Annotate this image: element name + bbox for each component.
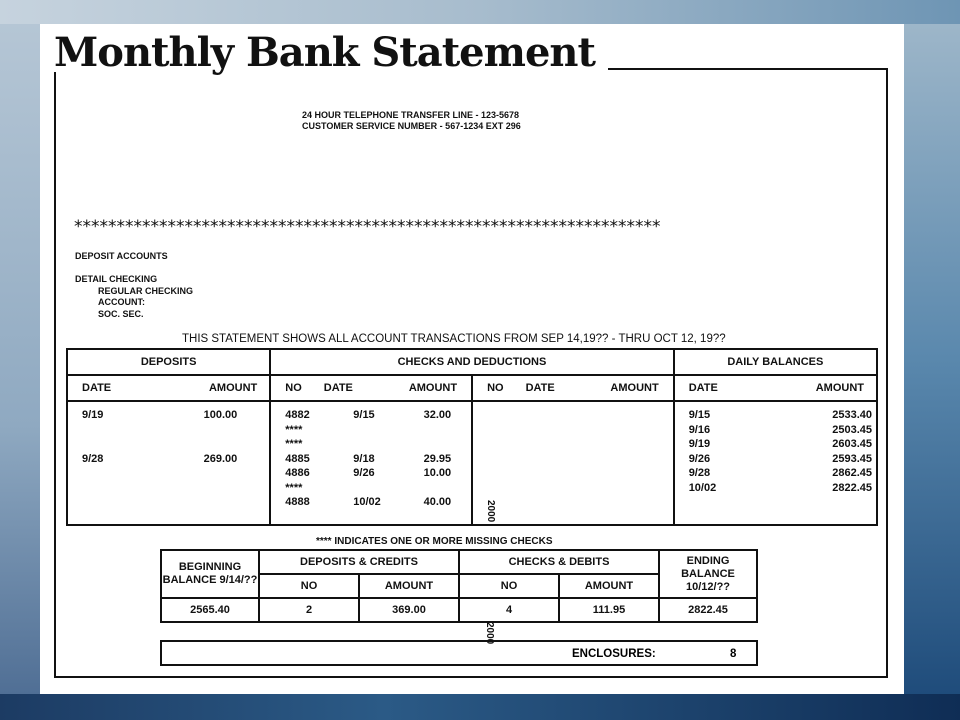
deposit-date — [82, 437, 103, 452]
col-date: DATE — [323, 382, 353, 394]
beginning-balance-label: BEGINNING BALANCE 9/14/?? — [161, 550, 259, 598]
check-date-empty — [353, 423, 403, 438]
deposits-amount: 369.00 — [359, 598, 459, 622]
col-amount: AMOUNT — [208, 382, 258, 394]
check-amount: 32.00 — [423, 409, 452, 421]
deposits-credits-header: DEPOSITS & CREDITS — [259, 550, 459, 574]
check-no: 4888 — [285, 496, 310, 508]
account-label: ACCOUNT: — [98, 297, 145, 307]
col-date: DATE — [688, 382, 718, 394]
check-amount: 29.95 — [423, 452, 452, 465]
checks-body — [270, 401, 472, 525]
col-date: DATE — [82, 382, 112, 394]
balances-body — [674, 401, 877, 525]
ending-balance-label: ENDING BALANCE 10/12/?? — [659, 550, 757, 598]
beginning-balance-value: 2565.40 — [161, 598, 259, 622]
background-bottom — [0, 694, 960, 720]
star-divider: ********************************************************************* — [74, 217, 661, 237]
balance-date: 9/28 — [688, 467, 711, 479]
deposit-amount — [204, 423, 238, 438]
deposits-count: 2 — [259, 598, 359, 622]
balance-amount: 2593.45 — [832, 452, 872, 465]
balance-date: 9/15 — [688, 409, 711, 421]
deposit-accounts-label: DEPOSIT ACCOUNTS — [75, 251, 168, 261]
check-no: **** — [285, 481, 303, 494]
check-date-empty — [353, 437, 403, 452]
col-date: DATE — [525, 382, 555, 394]
balance-amount: 2533.40 — [832, 409, 872, 421]
check-no: 4882 — [285, 409, 310, 421]
chk-amount-header: AMOUNT — [559, 574, 659, 598]
missing-checks-note: **** INDICATES ONE OR MORE MISSING CHECKS — [316, 536, 553, 547]
summary-table — [160, 549, 758, 623]
soc-sec-label: SOC. SEC. — [98, 309, 144, 319]
statement-period: THIS STATEMENT SHOWS ALL ACCOUNT TRANSACTIONS FROM SEP 14,19?? - THRU OCT 12, 19?? — [182, 333, 726, 345]
col-amount: AMOUNT — [815, 382, 864, 394]
checks-count: 4 — [459, 598, 559, 622]
checks-col-headers-1 — [270, 375, 472, 401]
balance-date: 9/16 — [688, 423, 711, 436]
vertical-mark-2: 2000 — [484, 622, 495, 645]
balance-amount: 2603.45 — [832, 438, 872, 450]
check-amount-empty — [403, 423, 451, 438]
check-no: 4886 — [285, 467, 310, 479]
check-amount-empty — [403, 481, 451, 496]
dep-amount-header: AMOUNT — [359, 574, 459, 598]
vertical-mark: 2000 — [485, 500, 497, 523]
enclosures-label: ENCLOSURES: — [572, 648, 656, 660]
check-amount: 40.00 — [423, 496, 452, 508]
checks-body-2 — [472, 401, 674, 525]
page-title: Monthly Bank Statement — [54, 29, 595, 76]
check-amount-empty — [403, 437, 451, 452]
deposit-date: 9/28 — [82, 452, 104, 465]
regular-checking-label: REGULAR CHECKING — [98, 286, 194, 296]
check-no: **** — [285, 423, 303, 436]
balance-date: 9/26 — [688, 452, 711, 465]
checks-header: CHECKS AND DEDUCTIONS — [270, 349, 673, 375]
balances-col-headers — [674, 375, 877, 401]
balance-amount: 2862.45 — [832, 467, 872, 479]
col-amount: AMOUNT — [610, 382, 659, 394]
phone-transfer-line: 24 HOUR TELEPHONE TRANSFER LINE - 123-5678 — [302, 110, 520, 120]
ending-balance-value: 2822.45 — [659, 598, 757, 622]
balance-amount: 2503.45 — [832, 423, 872, 436]
balances-header: DAILY BALANCES — [674, 349, 877, 375]
check-date-empty — [353, 481, 403, 496]
background-right — [904, 24, 960, 694]
check-no: **** — [285, 438, 303, 450]
deposit-date: 9/19 — [82, 409, 104, 421]
detail-checking-label: DETAIL CHECKING — [75, 274, 158, 284]
check-date: 9/26 — [353, 467, 375, 479]
dep-no-header: NO — [259, 574, 359, 598]
deposit-amount — [204, 437, 238, 452]
check-date: 9/18 — [353, 452, 375, 465]
checks-amount: 111.95 — [559, 598, 659, 622]
checks-col-headers-2 — [472, 375, 674, 401]
check-no: 4885 — [285, 452, 310, 465]
deposit-amount: 100.00 — [203, 409, 238, 421]
check-amount: 10.00 — [423, 467, 452, 479]
background-top — [0, 0, 960, 24]
enclosures-box — [160, 640, 758, 666]
background-left — [0, 24, 40, 694]
deposits-body — [67, 401, 270, 525]
enclosures-value: 8 — [730, 648, 737, 660]
customer-service-line: CUSTOMER SERVICE NUMBER - 567-1234 EXT 296 — [302, 121, 521, 131]
deposits-col-headers — [67, 375, 270, 401]
chk-no-header: NO — [459, 574, 559, 598]
balance-amount: 2822.45 — [832, 481, 872, 494]
col-amount: AMOUNT — [408, 382, 458, 394]
col-no: NO — [487, 382, 504, 394]
deposit-date — [82, 423, 103, 438]
balance-date: 9/19 — [688, 438, 711, 450]
deposits-header: DEPOSITS — [67, 349, 270, 375]
checks-debits-header: CHECKS & DEBITS — [459, 550, 659, 574]
balance-date: 10/02 — [688, 481, 717, 494]
col-no: NO — [285, 382, 302, 394]
deposit-amount: 269.00 — [203, 452, 238, 465]
transactions-table — [66, 348, 878, 526]
check-date: 9/15 — [353, 409, 375, 421]
check-date: 10/02 — [353, 496, 381, 508]
